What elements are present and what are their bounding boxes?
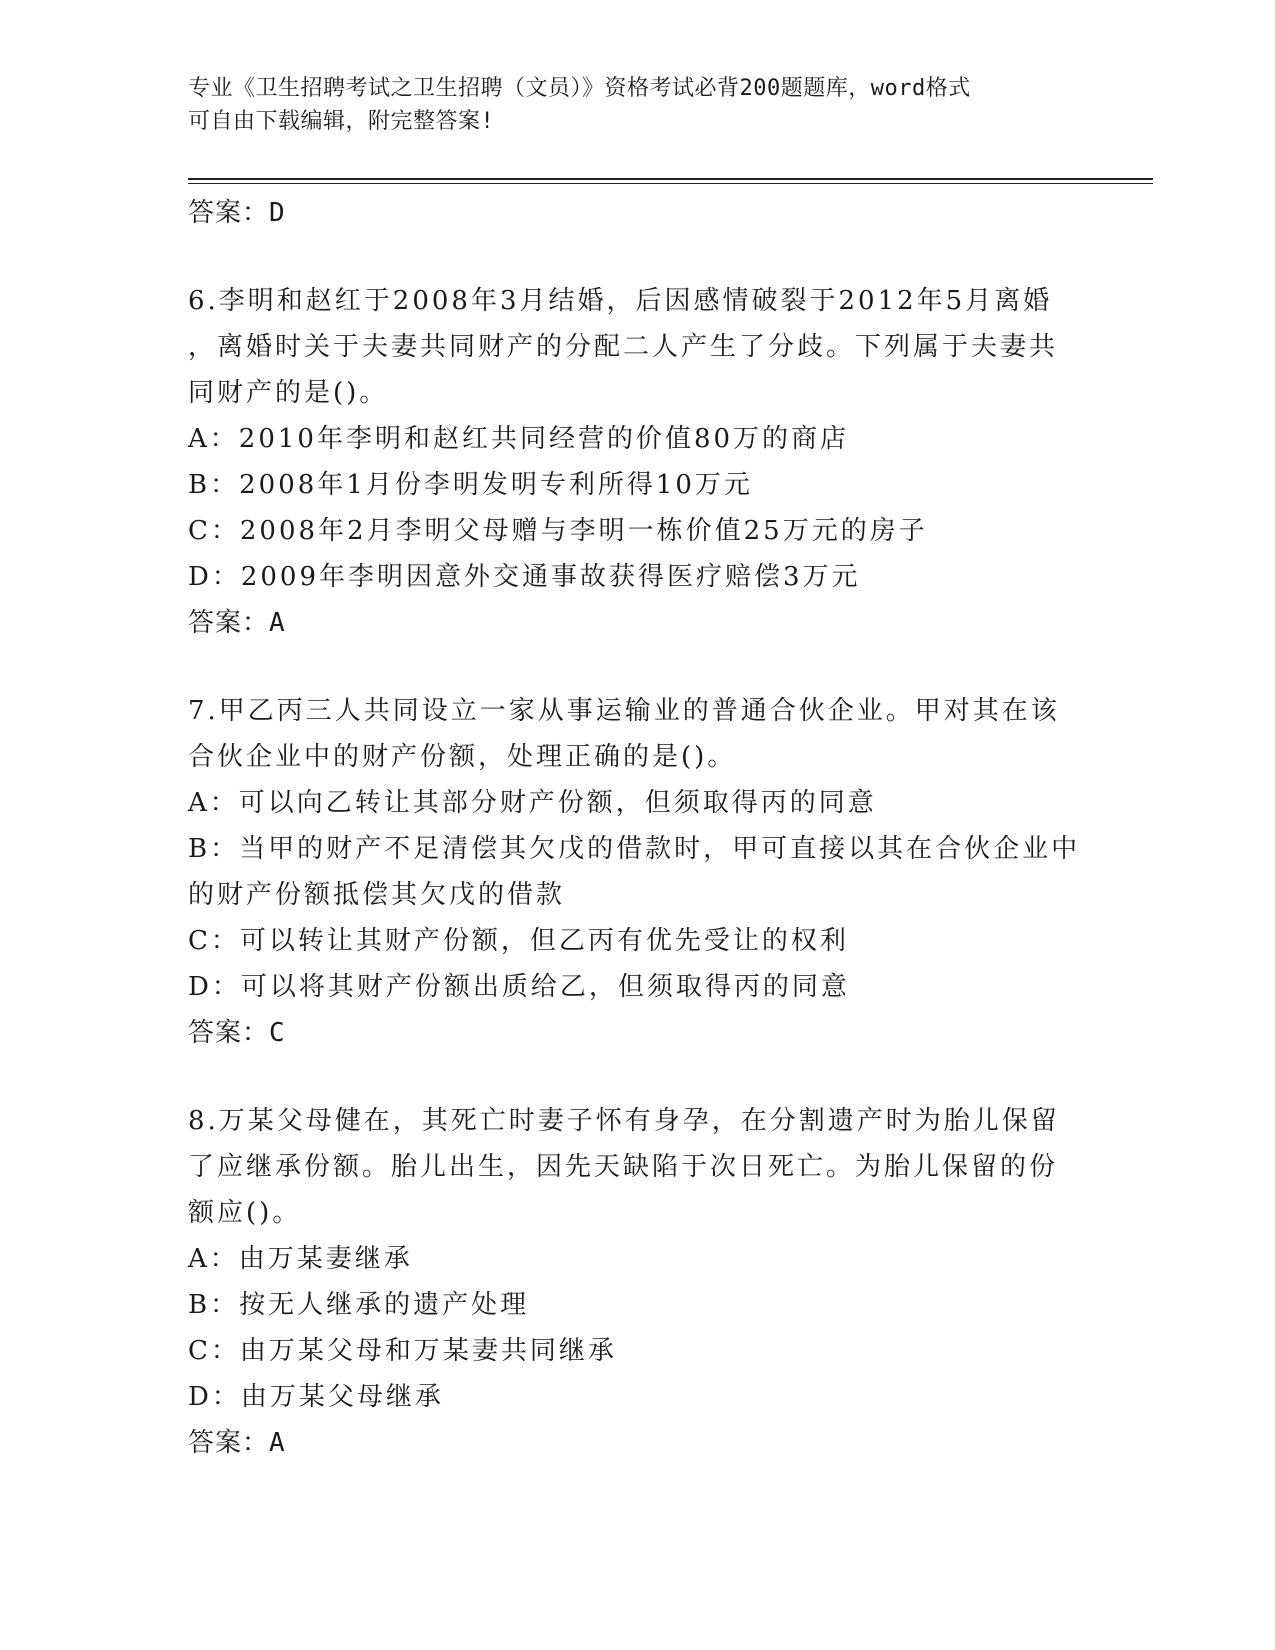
question-text-line: 合伙企业中的财产份额，处理正确的是()。 [188,742,737,772]
option-b-continued: 的财产份额抵偿其欠戊的借款 [188,880,566,910]
option-b: B：当甲的财产不足清偿其欠戊的借款时，甲可直接以其在合伙企业中 [188,834,1081,864]
option-a: A：由万某妻继承 [188,1244,413,1274]
option-a: A：可以向乙转让其部分财产份额，但须取得丙的同意 [188,788,877,818]
question-text-line: 7.甲乙丙三人共同设立一家从事运输业的普通合伙企业。甲对其在该 [188,696,1060,726]
question-text-line: 8.万某父母健在，其死亡时妻子怀有身孕，在分割遗产时为胎儿保留 [188,1106,1060,1136]
option-d: D：2009年李明因意外交通事故获得医疗赔偿3万元 [188,562,861,592]
answer-line: 答案：C [188,1018,286,1048]
question-7 [188,688,1088,1056]
question-text-line: 6.李明和赵红于2008年3月结婚，后因感情破裂于2012年5月离婚 [188,286,1053,316]
option-d: D：由万某父母继承 [188,1382,444,1412]
header-divider [188,178,1153,180]
answer-line: 答案：D [188,198,286,228]
document-body [188,190,1088,1508]
option-d: D：可以将其财产份额出质给乙，但须取得丙的同意 [188,972,850,1002]
option-c: C：可以转让其财产份额，但乙丙有优先受让的权利 [188,926,849,956]
question-text-line: ，离婚时关于夫妻共同财产的分配二人产生了分歧。下列属于夫妻共 [188,332,1059,362]
option-c: C：2008年2月李明父母赠与李明一栋价值25万元的房子 [188,516,928,546]
option-b: B：按无人继承的遗产处理 [188,1290,530,1320]
document-header [188,72,1088,138]
option-a: A：2010年李明和赵红共同经营的价值80万的商店 [188,424,850,454]
question-text-line: 了应继承份额。胎儿出生，因先天缺陷于次日死亡。为胎儿保留的份 [188,1152,1059,1182]
question-6 [188,278,1088,646]
header-line-1: 专业《卫生招聘考试之卫生招聘（文员）》资格考试必背200题题库，word格式 [188,76,971,101]
question-text-line: 同财产的是()。 [188,378,389,408]
header-divider-thin [188,183,1153,184]
answer-line: 答案：A [188,1428,286,1458]
answer-line: 答案：A [188,608,286,638]
header-line-2: 可自由下载编辑，附完整答案! [188,109,495,134]
question-8 [188,1098,1088,1466]
question-text-line: 额应()。 [188,1198,302,1228]
option-b: B：2008年1月份李明发明专利所得10万元 [188,470,753,500]
option-c: C：由万某父母和万某妻共同继承 [188,1336,617,1366]
